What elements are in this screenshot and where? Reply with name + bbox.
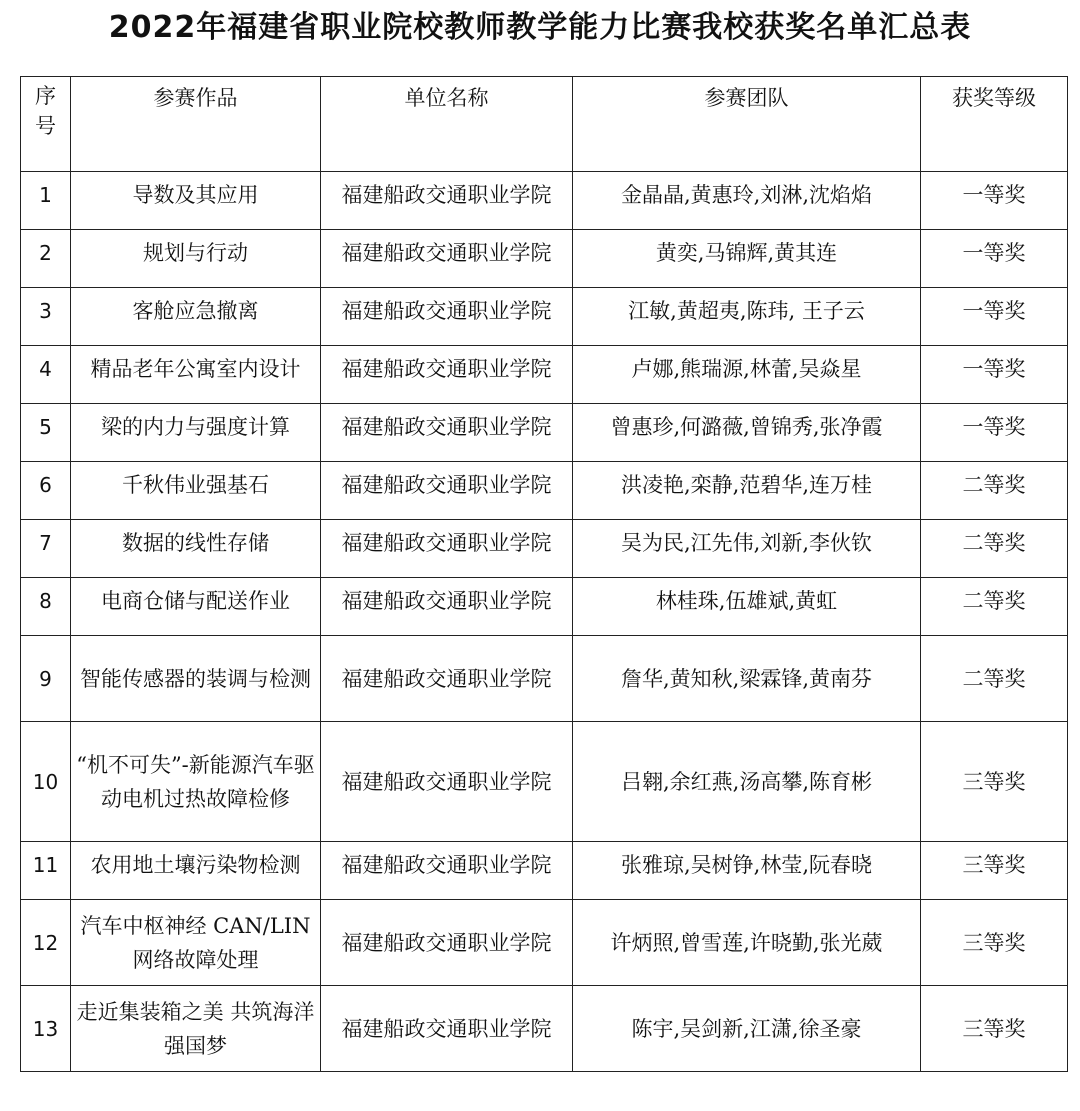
table-row [21, 346, 1068, 404]
table-row [21, 230, 1068, 288]
team-members: 曾惠珍,何潞薇,曾锦秀,张净霞 [573, 404, 921, 462]
table-row [21, 288, 1068, 346]
entry-title: 汽车中枢神经 CAN/LIN 网络故障处理 [71, 900, 321, 986]
table-row [21, 636, 1068, 722]
award-level: 二等奖 [921, 636, 1068, 722]
row-number: 2 [21, 230, 71, 288]
table-row [21, 578, 1068, 636]
unit-name: 福建船政交通职业学院 [321, 172, 573, 230]
award-level: 一等奖 [921, 230, 1068, 288]
award-level: 三等奖 [921, 722, 1068, 842]
table-row [21, 520, 1068, 578]
team-members: 张雅琼,吴树铮,林莹,阮春晓 [573, 842, 921, 900]
entry-title: 客舱应急撤离 [71, 288, 321, 346]
team-members: 林桂珠,伍雄斌,黄虹 [573, 578, 921, 636]
column-header-work: 参赛作品 [71, 77, 321, 172]
team-members: 洪凌艳,栾静,范碧华,连万桂 [573, 462, 921, 520]
entry-title: 走近集装箱之美 共筑海洋强国梦 [71, 986, 321, 1072]
entry-title: 千秋伟业强基石 [71, 462, 321, 520]
header-row [21, 77, 1068, 172]
unit-name: 福建船政交通职业学院 [321, 578, 573, 636]
award-level: 二等奖 [921, 520, 1068, 578]
award-level: 三等奖 [921, 986, 1068, 1072]
table-row [21, 172, 1068, 230]
row-number: 5 [21, 404, 71, 462]
team-members: 吴为民,江先伟,刘新,李伙钦 [573, 520, 921, 578]
unit-name: 福建船政交通职业学院 [321, 986, 573, 1072]
unit-name: 福建船政交通职业学院 [321, 346, 573, 404]
row-number: 6 [21, 462, 71, 520]
team-members: 黄奕,马锦辉,黄其连 [573, 230, 921, 288]
row-number: 4 [21, 346, 71, 404]
award-level: 三等奖 [921, 842, 1068, 900]
row-number: 1 [21, 172, 71, 230]
team-members: 詹华,黄知秋,梁霖锋,黄南芬 [573, 636, 921, 722]
row-number: 13 [21, 986, 71, 1072]
entry-title: 电商仓储与配送作业 [71, 578, 321, 636]
unit-name: 福建船政交通职业学院 [321, 842, 573, 900]
table-row [21, 842, 1068, 900]
table-row [21, 462, 1068, 520]
table-row [21, 404, 1068, 462]
entry-title: 数据的线性存储 [71, 520, 321, 578]
unit-name: 福建船政交通职业学院 [321, 230, 573, 288]
team-members: 江敏,黄超夷,陈玮, 王子云 [573, 288, 921, 346]
entry-title: 精品老年公寓室内设计 [71, 346, 321, 404]
award-level: 一等奖 [921, 172, 1068, 230]
award-level: 一等奖 [921, 346, 1068, 404]
award-level: 二等奖 [921, 462, 1068, 520]
entry-title: 智能传感器的装调与检测 [71, 636, 321, 722]
column-header-team: 参赛团队 [573, 77, 921, 172]
team-members: 金晶晶,黄惠玲,刘淋,沈焰焰 [573, 172, 921, 230]
unit-name: 福建船政交通职业学院 [321, 462, 573, 520]
unit-name: 福建船政交通职业学院 [321, 404, 573, 462]
entry-title: 规划与行动 [71, 230, 321, 288]
team-members: 卢娜,熊瑞源,林蕾,吴焱星 [573, 346, 921, 404]
column-header-no: 序号 [21, 77, 71, 172]
row-number: 9 [21, 636, 71, 722]
entry-title: 导数及其应用 [71, 172, 321, 230]
column-header-award: 获奖等级 [921, 77, 1068, 172]
row-number: 7 [21, 520, 71, 578]
table-row [21, 900, 1068, 986]
award-level: 二等奖 [921, 578, 1068, 636]
award-level: 三等奖 [921, 900, 1068, 986]
row-number: 11 [21, 842, 71, 900]
unit-name: 福建船政交通职业学院 [321, 900, 573, 986]
row-number: 12 [21, 900, 71, 986]
unit-name: 福建船政交通职业学院 [321, 722, 573, 842]
award-level: 一等奖 [921, 404, 1068, 462]
unit-name: 福建船政交通职业学院 [321, 520, 573, 578]
team-members: 许炳照,曾雪莲,许晓勤,张光葳 [573, 900, 921, 986]
award-level: 一等奖 [921, 288, 1068, 346]
unit-name: 福建船政交通职业学院 [321, 636, 573, 722]
table-row [21, 722, 1068, 842]
unit-name: 福建船政交通职业学院 [321, 288, 573, 346]
table-row [21, 986, 1068, 1072]
row-number: 10 [21, 722, 71, 842]
row-number: 8 [21, 578, 71, 636]
team-members: 陈宇,吴剑新,江潇,徐圣豪 [573, 986, 921, 1072]
entry-title: 梁的内力与强度计算 [71, 404, 321, 462]
row-number: 3 [21, 288, 71, 346]
page-title: 2022年福建省职业院校教师教学能力比赛我校获奖名单汇总表 [108, 10, 972, 45]
team-members: 吕翱,余红燕,汤高攀,陈育彬 [573, 722, 921, 842]
award-table [20, 76, 1068, 1072]
entry-title: 农用地土壤污染物检测 [71, 842, 321, 900]
entry-title: “机不可失”-新能源汽车驱动电机过热故障检修 [71, 722, 321, 842]
column-header-unit: 单位名称 [321, 77, 573, 172]
